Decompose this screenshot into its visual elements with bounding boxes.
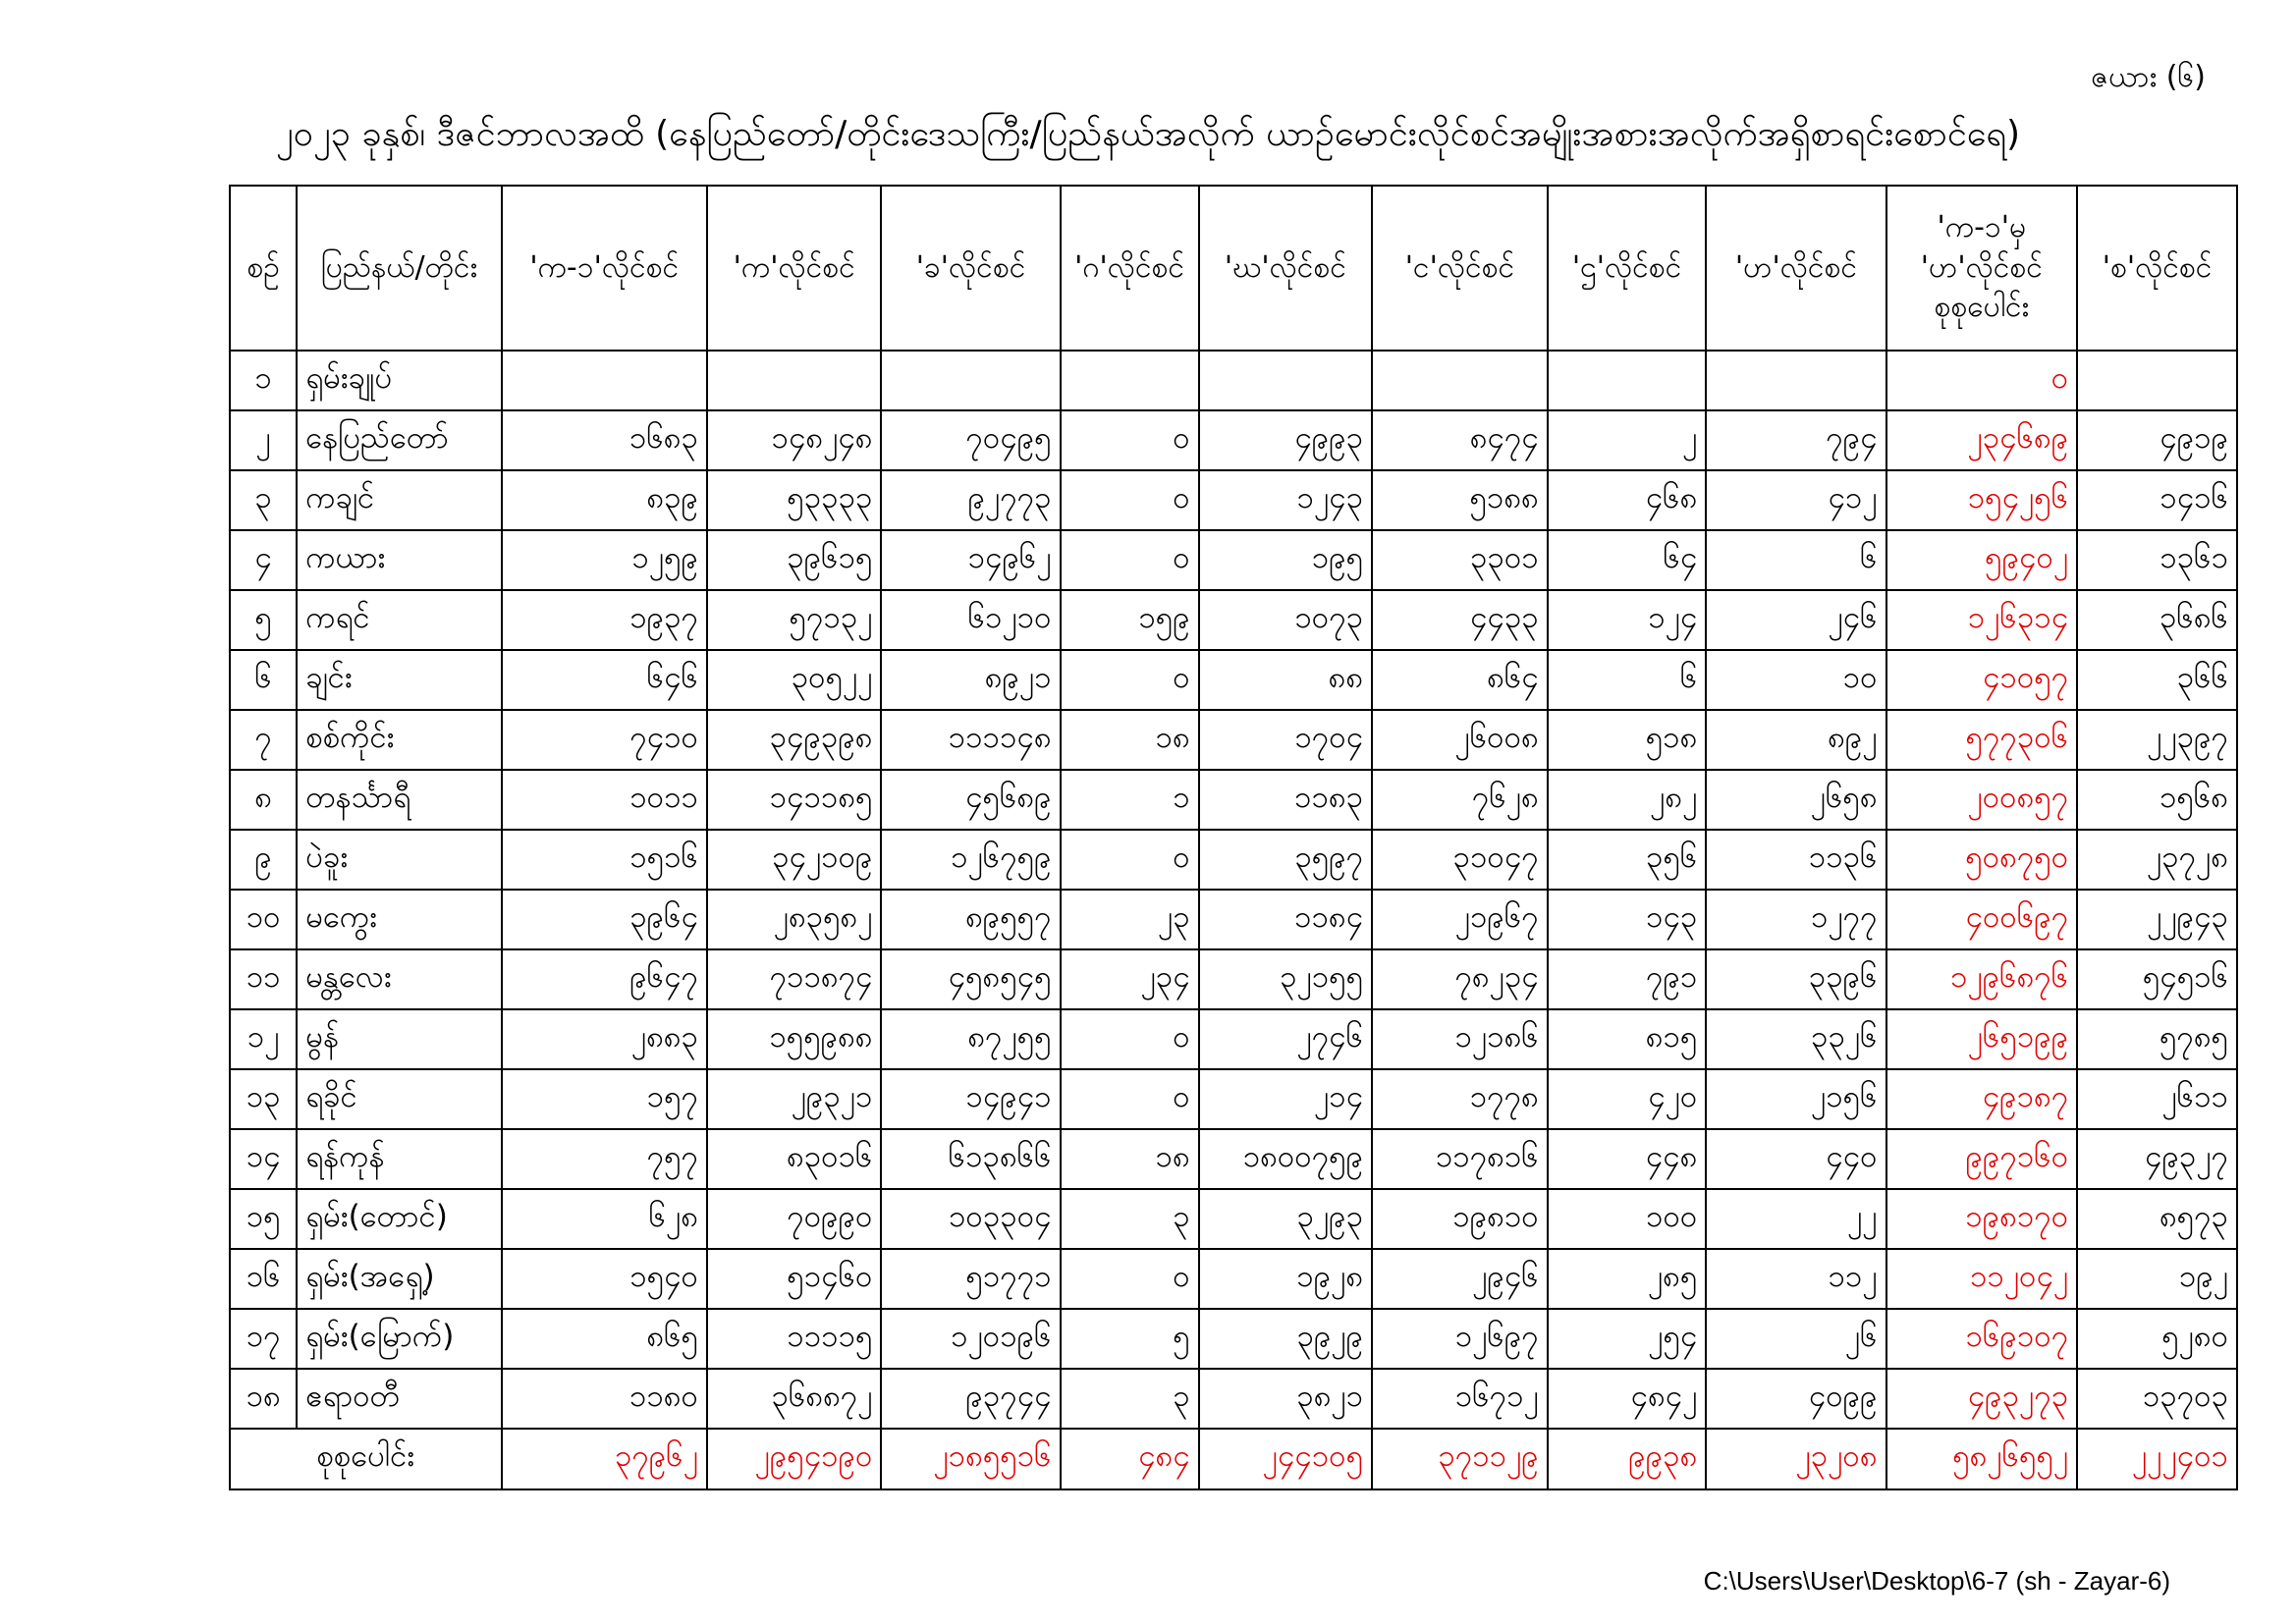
table-row	[230, 1249, 2237, 1309]
license-count-cell: ၁၅၅၉၈၈	[707, 1009, 882, 1069]
region-name-cell: ရှမ်း(မြောက်)	[297, 1309, 501, 1369]
license-count-cell: ၁၂၄	[1548, 590, 1707, 650]
row-total-cell: ၂၀၀၈၅၇	[1886, 770, 2078, 830]
table-row	[230, 650, 2237, 710]
header-cell: 'ခ'လိုင်စင်	[881, 186, 1060, 351]
table-row	[230, 1069, 2237, 1129]
license-count-cell: ၄၅၈၅၄၅	[881, 949, 1060, 1009]
license-count-cell: ၃၃၉၆	[1706, 949, 1886, 1009]
row-total-cell: ၅၇၇၃၀၆	[1886, 710, 2078, 770]
table-row	[230, 770, 2237, 830]
license-count-cell: ၃၈၂၁	[1199, 1369, 1372, 1429]
license-count-cell: ၁၄၈၂၄၈	[707, 410, 882, 470]
license-count-cell: ၆၁၃၈၆၆	[881, 1129, 1060, 1189]
license-count-cell: ၉၂၇၇၃	[881, 470, 1060, 530]
license-count-cell: ၇၈၂၃၄	[1372, 949, 1548, 1009]
license-count-cell: ၁၉၈၁၀	[1372, 1189, 1548, 1249]
row-total-cell: ၄၉၁၈၇	[1886, 1069, 2078, 1129]
row-number-cell: ၁၇	[230, 1309, 297, 1369]
header-cell: 'ဂ'လိုင်စင်	[1061, 186, 1199, 351]
table-row	[230, 410, 2237, 470]
license-count-cell: ၃	[1061, 1189, 1199, 1249]
license-count-cell: ၁၁၁၁၄၈	[881, 710, 1060, 770]
license-count-cell: ၁၇၇၈	[1372, 1069, 1548, 1129]
license-count-cell: ၁၂၅၉	[502, 530, 707, 590]
license-count-cell	[502, 351, 707, 410]
license-count-cell: ၈၇၂၅၅	[881, 1009, 1060, 1069]
license-count-cell: ၁၅၉	[1061, 590, 1199, 650]
region-name-cell: မွန်	[297, 1009, 501, 1069]
row-number-cell: ၁၆	[230, 1249, 297, 1309]
total-label: စုစုပေါင်း	[230, 1429, 502, 1489]
license-count-cell: ၈၁၅	[1548, 1009, 1707, 1069]
license-count-cell: ၅၃၃၃၃	[707, 470, 882, 530]
total-cell: ၃၇၁၁၂၉	[1372, 1429, 1548, 1489]
license-count-cell: ၇၉၄	[1706, 410, 1886, 470]
table-row	[230, 1009, 2237, 1069]
table-body	[230, 351, 2237, 1429]
license-count-cell: ၄၉၃၂၇	[2077, 1129, 2237, 1189]
license-count-cell: ၁၅၇	[502, 1069, 707, 1129]
license-count-cell: ၁၆၇၁၂	[1372, 1369, 1548, 1429]
license-count-cell: ၂၃၇၂၈	[2077, 830, 2237, 890]
table-reference: ဇယား (၆)	[2091, 60, 2206, 94]
header-cell: 'က-၁'မှ 'ဟ'လိုင်စင် စုစုပေါင်း	[1886, 186, 2078, 351]
license-count-cell: ၅၂၈၀	[2077, 1309, 2237, 1369]
region-name-cell: တနင်္သာရီ	[297, 770, 501, 830]
region-name-cell: ရှမ်းချုပ်	[297, 351, 501, 410]
license-count-cell: ၁၆၈၃	[502, 410, 707, 470]
license-count-cell: ၅	[1061, 1309, 1199, 1369]
header-cell: 'က'လိုင်စင်	[707, 186, 882, 351]
license-count-cell: ၁၀၁၁	[502, 770, 707, 830]
license-count-cell	[1548, 351, 1707, 410]
license-count-cell: ၁၁၈၄	[1199, 890, 1372, 949]
license-count-cell: ၁၂၄၃	[1199, 470, 1372, 530]
region-name-cell: ကရင်	[297, 590, 501, 650]
license-count-cell: ၂၈၅	[1548, 1249, 1707, 1309]
license-count-cell: ၃၅၉၇	[1199, 830, 1372, 890]
row-number-cell: ၁၂	[230, 1009, 297, 1069]
license-count-cell: ၃၀၅၂၂	[707, 650, 882, 710]
license-count-cell: ၃၉၆၄	[502, 890, 707, 949]
region-name-cell: နေပြည်တော်	[297, 410, 501, 470]
header-cell: 'င'လိုင်စင်	[1372, 186, 1548, 351]
row-number-cell: ၁	[230, 351, 297, 410]
license-count-cell: ၃၉၆၁၅	[707, 530, 882, 590]
table-row	[230, 1189, 2237, 1249]
license-count-cell: ၁၁၃၆	[1706, 830, 1886, 890]
license-count-cell: ၁၀၇၃	[1199, 590, 1372, 650]
license-count-cell: ၂၁၄	[1199, 1069, 1372, 1129]
license-count-cell: ၀	[1061, 530, 1199, 590]
header-cell: 'ဌ'လိုင်စင်	[1548, 186, 1707, 351]
license-count-cell: ၁၃၇၀၃	[2077, 1369, 2237, 1429]
table-row	[230, 1369, 2237, 1429]
total-cell: ၂၄၄၁၀၅	[1199, 1429, 1372, 1489]
row-total-cell: ၄၀၀၆၉၇	[1886, 890, 2078, 949]
license-count-cell: ၁၁၁၁၅	[707, 1309, 882, 1369]
license-count-cell: ၈၉၂	[1706, 710, 1886, 770]
row-number-cell: ၄	[230, 530, 297, 590]
license-count-cell: ၁၈၀၀၇၅၉	[1199, 1129, 1372, 1189]
license-count-cell: ၅၁၈	[1548, 710, 1707, 770]
license-count-cell: ၃၆၆	[2077, 650, 2237, 710]
table-row	[230, 710, 2237, 770]
license-count-cell: ၈၉၅၅၇	[881, 890, 1060, 949]
license-count-cell: ၄၁၂	[1706, 470, 1886, 530]
license-count-cell: ၅၇၈၅	[2077, 1009, 2237, 1069]
row-number-cell: ၁၁	[230, 949, 297, 1009]
license-count-cell: ၁၄၁၆	[2077, 470, 2237, 530]
total-cell: ၂၉၅၄၁၉၀	[707, 1429, 882, 1489]
total-cell: ၂၂၂၄၀၁	[2077, 1429, 2237, 1489]
license-count-cell: ၄၀၉၉	[1706, 1369, 1886, 1429]
license-count-cell: ၄၆၈	[1548, 470, 1707, 530]
row-total-cell: ၅၀၈၇၅၀	[1886, 830, 2078, 890]
license-count-cell: ၇၀၉၉၀	[707, 1189, 882, 1249]
license-count-cell: ၆၁၂၁၀	[881, 590, 1060, 650]
license-count-cell: ၁၈	[1061, 710, 1199, 770]
row-number-cell: ၈	[230, 770, 297, 830]
license-count-cell: ၇၉၁	[1548, 949, 1707, 1009]
license-count-cell: ၁၇၀၄	[1199, 710, 1372, 770]
row-total-cell: ၂၆၅၁၉၉	[1886, 1009, 2078, 1069]
region-name-cell: ရခိုင်	[297, 1069, 501, 1129]
license-count-cell: ၈၉၂၁	[881, 650, 1060, 710]
table-row	[230, 949, 2237, 1009]
footer-file-path: C:\Users\User\Desktop\6-7 (sh - Zayar-6)	[1703, 1566, 2170, 1596]
row-number-cell: ၁၀	[230, 890, 297, 949]
row-number-cell: ၉	[230, 830, 297, 890]
license-count-cell: ၁၁၈၀	[502, 1369, 707, 1429]
row-number-cell: ၁၅	[230, 1189, 297, 1249]
license-count-cell: ၇၄၁၀	[502, 710, 707, 770]
license-count-cell: ၃၉၂၉	[1199, 1309, 1372, 1369]
license-count-cell: ၃၆၈၈၇၂	[707, 1369, 882, 1429]
license-count-cell	[1706, 351, 1886, 410]
license-count-cell: ၁၂၀၁၉၆	[881, 1309, 1060, 1369]
license-count-cell: ၀	[1061, 1249, 1199, 1309]
license-count-cell: ၁၁၂	[1706, 1249, 1886, 1309]
license-count-cell: ၃၆၈၆	[2077, 590, 2237, 650]
license-count-cell	[881, 351, 1060, 410]
license-count-cell: ၁	[1061, 770, 1199, 830]
row-number-cell: ၁၄	[230, 1129, 297, 1189]
region-name-cell: စစ်ကိုင်း	[297, 710, 501, 770]
total-cell: ၄၈၄	[1061, 1429, 1199, 1489]
total-cell: ၅၈၂၆၅၅၂	[1886, 1429, 2078, 1489]
license-count-cell: ၅၁၈၈	[1372, 470, 1548, 530]
license-count-cell: ၈၅၇၃	[2077, 1189, 2237, 1249]
license-count-cell: ၁၀	[1706, 650, 1886, 710]
license-count-cell: ၈၈	[1199, 650, 1372, 710]
row-number-cell: ၅	[230, 590, 297, 650]
row-total-cell: ၁၂၉၆၈၇၆	[1886, 949, 2078, 1009]
license-count-cell: ၂၆	[1706, 1309, 1886, 1369]
license-count-cell: ၃၁၀၄၇	[1372, 830, 1548, 890]
license-count-cell: ၅၇၁၃၂	[707, 590, 882, 650]
license-count-cell	[1372, 351, 1548, 410]
region-name-cell: ရန်ကုန်	[297, 1129, 501, 1189]
license-count-cell: ၁၁၈၃	[1199, 770, 1372, 830]
region-name-cell: ဧရာဝတီ	[297, 1369, 501, 1429]
license-count-cell: ၁၄၃	[1548, 890, 1707, 949]
header-cell: 'ဃ'လိုင်စင်	[1199, 186, 1372, 351]
license-count-cell: ၃၅၆	[1548, 830, 1707, 890]
region-name-cell: မန္တလေး	[297, 949, 501, 1009]
license-count-cell: ၅၁၇၇၁	[881, 1249, 1060, 1309]
total-cell: ၂၃၂၀၈	[1706, 1429, 1886, 1489]
header-cell: 'စ'လိုင်စင်	[2077, 186, 2237, 351]
region-name-cell: မကွေး	[297, 890, 501, 949]
license-count-cell: ၈၆၄	[1372, 650, 1548, 710]
license-count-cell: ၂၈၈၃	[502, 1009, 707, 1069]
row-total-cell: ၀	[1886, 351, 2078, 410]
region-name-cell: ကချင်	[297, 470, 501, 530]
row-total-cell: ၉၉၇၁၆၀	[1886, 1129, 2078, 1189]
license-count-cell: ၄၉၉၃	[1199, 410, 1372, 470]
license-count-cell: ၂၇၄၆	[1199, 1009, 1372, 1069]
license-count-cell: ၇၆၂၈	[1372, 770, 1548, 830]
license-count-cell: ၆၄၆	[502, 650, 707, 710]
license-count-cell: ၁၂၆၉၇	[1372, 1309, 1548, 1369]
license-count-cell	[1061, 351, 1199, 410]
region-name-cell: ရှမ်း(တောင်)	[297, 1189, 501, 1249]
region-name-cell: ကယား	[297, 530, 501, 590]
row-total-cell: ၁၉၈၁၇၀	[1886, 1189, 2078, 1249]
license-count-cell: ၅၁၄၆၀	[707, 1249, 882, 1309]
region-name-cell: ချင်း	[297, 650, 501, 710]
license-count-cell: ၃၂၁၅၅	[1199, 949, 1372, 1009]
table-row	[230, 830, 2237, 890]
region-name-cell: ရှမ်း(အရှေ့)	[297, 1249, 501, 1309]
total-cell: ၃၇၉၆၂	[502, 1429, 707, 1489]
license-count-cell: ၁၈	[1061, 1129, 1199, 1189]
document-title: ၂၀၂၃ ခုနှစ်၊ ဒီဇင်ဘာလအထိ (နေပြည်တော်/တိုင်းဒေသကြီး/ပြည်နယ်အလိုက် ယာဉ်မောင်းလိုင်စင်အမျိုးအစားအလိုက်အရှိစာရင်းစောင်ရေ)	[275, 114, 2021, 154]
table-row	[230, 890, 2237, 949]
license-count-cell: ၇၁၁၈၇၄	[707, 949, 882, 1009]
license-count-cell: ၁၄၉၄၁	[881, 1069, 1060, 1129]
table-row	[230, 1309, 2237, 1369]
header-cell: 'က-၁'လိုင်စင်	[502, 186, 707, 351]
license-count-cell: ၂၈၃၅၈၂	[707, 890, 882, 949]
license-count-cell: ၆၄	[1548, 530, 1707, 590]
license-count-cell: ၁၄၁၁၈၅	[707, 770, 882, 830]
license-count-cell: ၇၀၄၉၅	[881, 410, 1060, 470]
table-row	[230, 470, 2237, 530]
license-count-cell: ၈၄၇၄	[1372, 410, 1548, 470]
license-count-cell: ၂၃၄	[1061, 949, 1199, 1009]
license-count-cell: ၄၄၈	[1548, 1129, 1707, 1189]
license-count-cell: ၂၃	[1061, 890, 1199, 949]
row-number-cell: ၆	[230, 650, 297, 710]
license-count-cell: ၈၆၅	[502, 1309, 707, 1369]
license-count-cell: ၁၂၁၈၆	[1372, 1009, 1548, 1069]
license-count-cell: ၄၂၀	[1548, 1069, 1707, 1129]
row-total-cell: ၁၂၆၃၁၄	[1886, 590, 2078, 650]
license-count-cell: ၇၅၇	[502, 1129, 707, 1189]
license-count-cell: ၄၉၁၉	[2077, 410, 2237, 470]
license-count-cell	[707, 351, 882, 410]
row-number-cell: ၁၃	[230, 1069, 297, 1129]
row-number-cell: ၃	[230, 470, 297, 530]
license-count-cell: ၀	[1061, 410, 1199, 470]
license-count-cell: ၁၉၂၈	[1199, 1249, 1372, 1309]
table-row	[230, 1129, 2237, 1189]
license-count-cell: ၁၁၇၈၁၆	[1372, 1129, 1548, 1189]
row-total-cell: ၁၅၄၂၅၆	[1886, 470, 2078, 530]
license-count-cell: ၁၃၆၁	[2077, 530, 2237, 590]
license-count-cell: ၂၆၅၈	[1706, 770, 1886, 830]
total-cell: ၉၉၃၈	[1548, 1429, 1707, 1489]
row-number-cell: ၁၈	[230, 1369, 297, 1429]
license-count-cell: ၄၄၀	[1706, 1129, 1886, 1189]
row-total-cell: ၅၉၄၀၂	[1886, 530, 2078, 590]
license-count-cell: ၂၁၅၆	[1706, 1069, 1886, 1129]
license-count-cell: ၀	[1061, 1069, 1199, 1129]
total-cell: ၂၁၈၅၅၁၆	[881, 1429, 1060, 1489]
license-count-cell: ၂၆၁၁	[2077, 1069, 2237, 1129]
license-count-cell: ၂၈၂	[1548, 770, 1707, 830]
license-count-cell: ၃၃၀၁	[1372, 530, 1548, 590]
license-count-cell: ၀	[1061, 830, 1199, 890]
license-count-cell: ၁၂၇၇	[1706, 890, 1886, 949]
table-row	[230, 351, 2237, 410]
license-count-cell: ၀	[1061, 470, 1199, 530]
license-count-cell: ၁၉၂	[2077, 1249, 2237, 1309]
license-count-cell: ၃	[1061, 1369, 1199, 1429]
license-count-cell: ၂	[1548, 410, 1707, 470]
row-total-cell: ၄၁၀၅၇	[1886, 650, 2078, 710]
license-count-cell: ၀	[1061, 650, 1199, 710]
license-count-cell: ၂၂၉၄၃	[2077, 890, 2237, 949]
license-count-cell: ၂၆၀၀၈	[1372, 710, 1548, 770]
license-count-cell: ၉၃၇၄၄	[881, 1369, 1060, 1429]
license-count-cell: ၀	[1061, 1009, 1199, 1069]
license-count-cell: ၁၉၅	[1199, 530, 1372, 590]
row-total-cell: ၁၆၉၁၀၇	[1886, 1309, 2078, 1369]
license-count-cell: ၁၀၀	[1548, 1189, 1707, 1249]
license-count-cell: ၆၂၈	[502, 1189, 707, 1249]
row-total-cell: ၄၉၃၂၇၃	[1886, 1369, 2078, 1429]
license-count-cell: ၁၅၁၆	[502, 830, 707, 890]
license-count-cell: ၁၄၉၆၂	[881, 530, 1060, 590]
license-count-cell: ၄၄၃၃	[1372, 590, 1548, 650]
header-cell: စဉ်	[230, 186, 297, 351]
license-count-cell: ၂၉၃၂၁	[707, 1069, 882, 1129]
license-count-cell: ၄၈၄၂	[1548, 1369, 1707, 1429]
license-count-cell: ၃၃၂၆	[1706, 1009, 1886, 1069]
license-count-cell	[2077, 351, 2237, 410]
license-count-cell: ၁၉၃၇	[502, 590, 707, 650]
license-count-cell: ၉၆၄၇	[502, 949, 707, 1009]
license-count-cell	[1199, 351, 1372, 410]
header-row	[230, 186, 2237, 351]
license-count-cell: ၂၄၆	[1706, 590, 1886, 650]
license-count-cell: ၄၅၆၈၉	[881, 770, 1060, 830]
row-total-cell: ၁၁၂၀၄၂	[1886, 1249, 2078, 1309]
license-table	[229, 185, 2238, 1490]
row-number-cell: ၇	[230, 710, 297, 770]
license-count-cell: ၁၅၄၀	[502, 1249, 707, 1309]
license-count-cell: ၈၃၀၁၆	[707, 1129, 882, 1189]
license-count-cell: ၁၂၆၇၅၉	[881, 830, 1060, 890]
license-count-cell: ၆	[1706, 530, 1886, 590]
table-row	[230, 590, 2237, 650]
license-count-cell: ၃၄၉၃၉၈	[707, 710, 882, 770]
license-count-cell: ၁၅၆၈	[2077, 770, 2237, 830]
license-count-cell: ၂၁၉၆၇	[1372, 890, 1548, 949]
license-count-cell: ၂၂၃၉၇	[2077, 710, 2237, 770]
license-count-cell: ၆	[1548, 650, 1707, 710]
header-cell: 'ဟ'လိုင်စင်	[1706, 186, 1886, 351]
total-row	[230, 1429, 2237, 1489]
license-count-cell: ၈၃၉	[502, 470, 707, 530]
region-name-cell: ပဲခူး	[297, 830, 501, 890]
row-total-cell: ၂၃၄၆၈၉	[1886, 410, 2078, 470]
license-count-cell: ၂၉၄၆	[1372, 1249, 1548, 1309]
license-count-cell: ၁၀၃၃၀၄	[881, 1189, 1060, 1249]
license-count-cell: ၃၄၂၁၀၉	[707, 830, 882, 890]
row-number-cell: ၂	[230, 410, 297, 470]
license-count-cell: ၃၂၉၃	[1199, 1189, 1372, 1249]
table-row	[230, 530, 2237, 590]
header-cell: ပြည်နယ်/တိုင်း	[297, 186, 501, 351]
license-count-cell: ၂၅၄	[1548, 1309, 1707, 1369]
license-count-cell: ၅၄၅၁၆	[2077, 949, 2237, 1009]
license-count-cell: ၂၂	[1706, 1189, 1886, 1249]
